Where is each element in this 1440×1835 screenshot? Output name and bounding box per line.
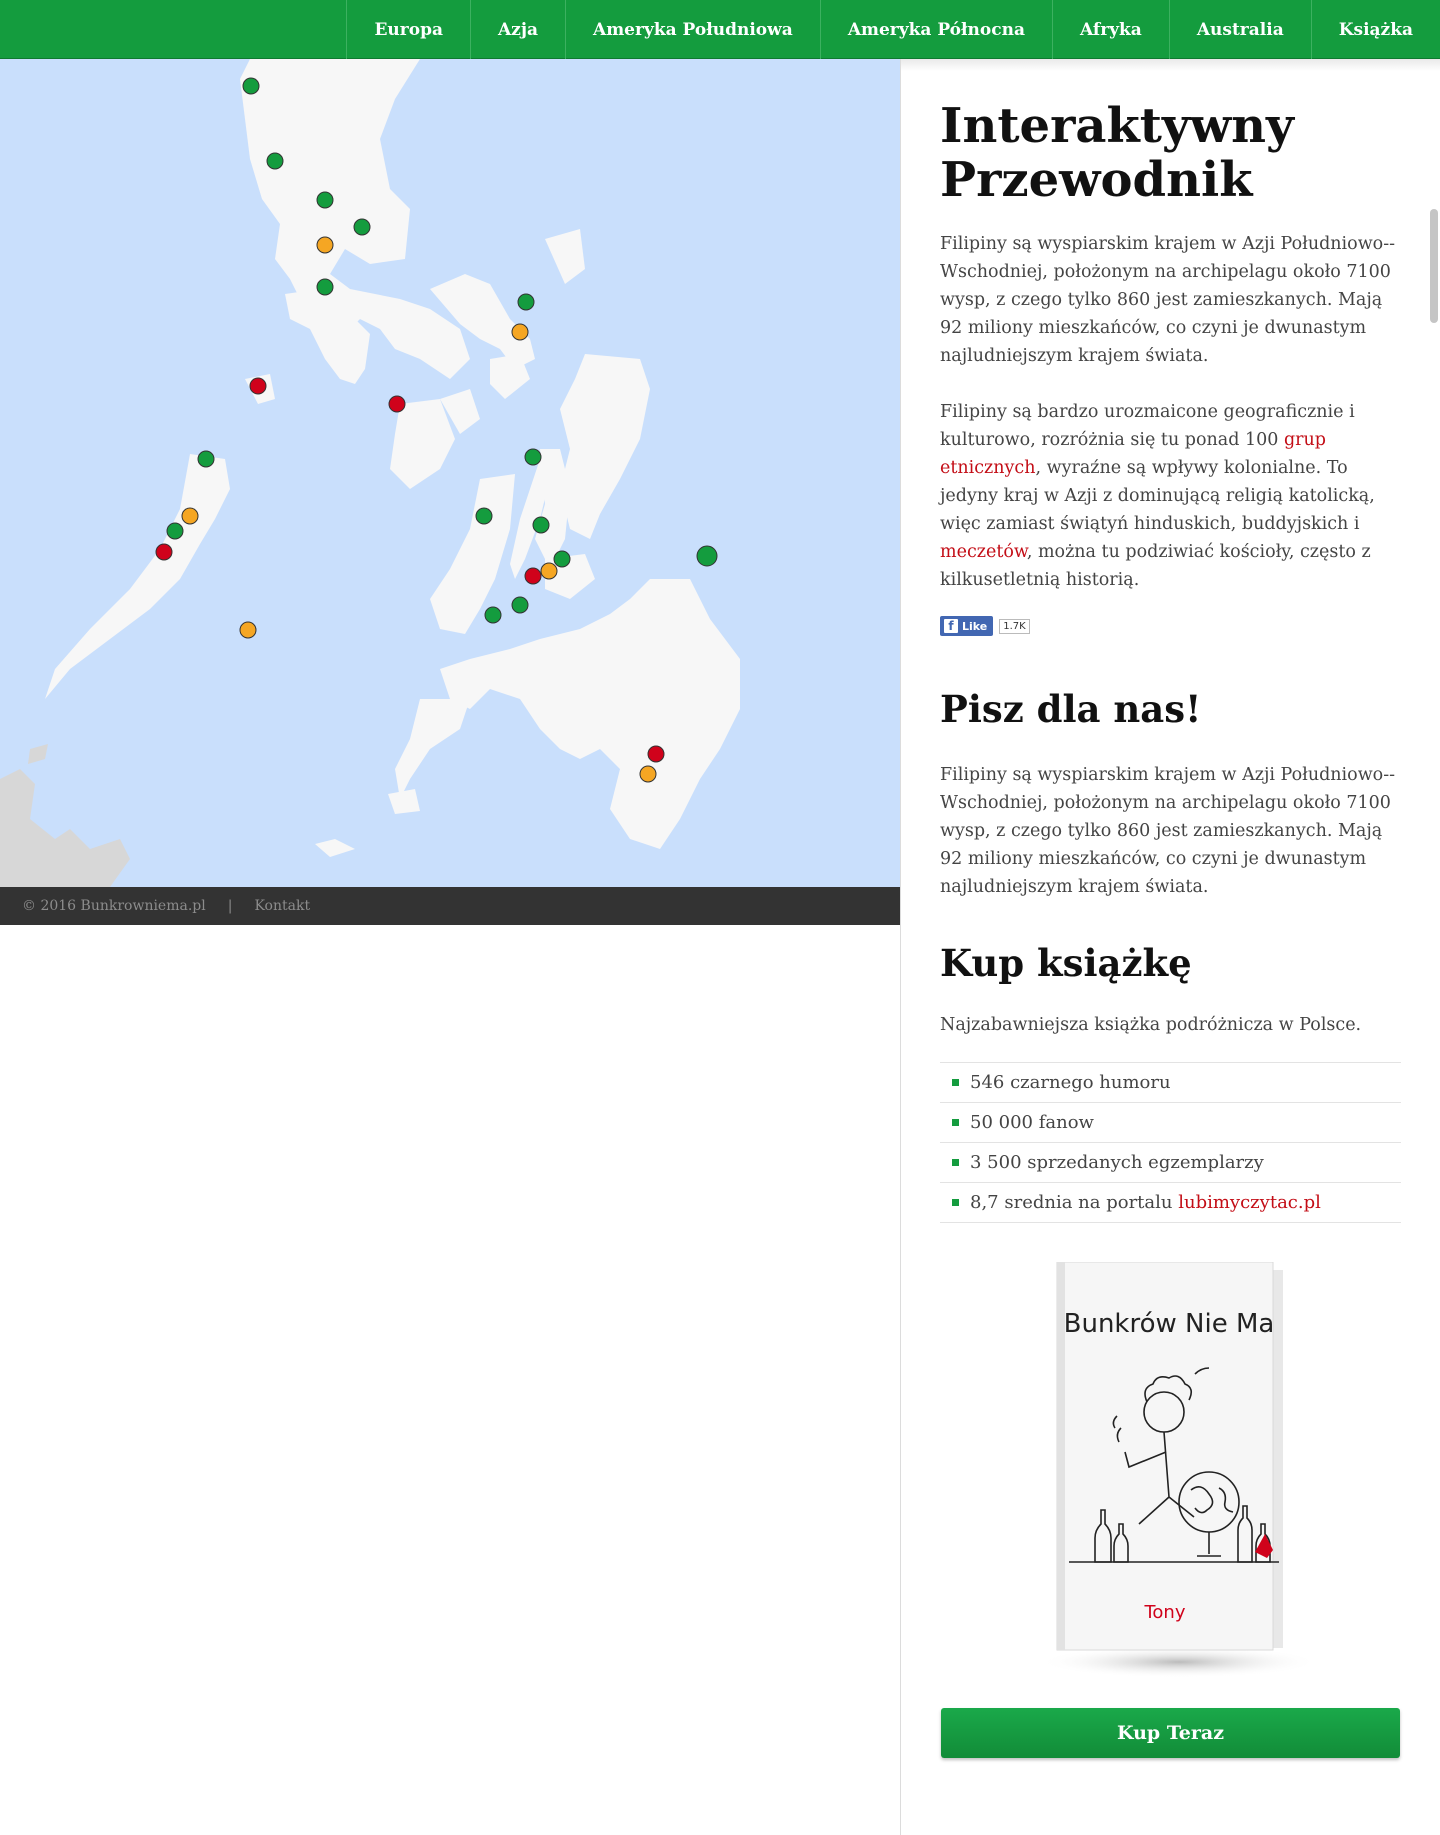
buy-now-button[interactable]: Kup Teraz (941, 1708, 1400, 1758)
list-item (940, 1103, 1401, 1143)
nav-item-azja[interactable]: Azja (470, 0, 565, 59)
write-for-us-heading: Pisz dla nas! (940, 687, 1202, 731)
samar-island (560, 354, 650, 539)
map-marker-green[interactable] (476, 508, 492, 524)
culture-paragraph (940, 398, 1402, 594)
map-marker-green[interactable] (317, 279, 333, 295)
nav-item-ameryka-polnocna[interactable]: Ameryka Północna (820, 0, 1052, 59)
map-marker-green[interactable] (317, 192, 333, 208)
bullet-square-icon (952, 1079, 959, 1086)
culture-text-a: Filipiny są bardzo urozmaicone geograficznie i kulturowo, rozróżnia się tu ponad 100 (940, 402, 1355, 450)
bullet-text: 3 500 sprzedanych egzemplarzy (970, 1152, 1264, 1173)
footer-separator: | (227, 898, 233, 914)
map-marker-orange[interactable] (182, 508, 198, 524)
facebook-icon: f (944, 619, 958, 633)
map-marker-orange[interactable] (640, 766, 656, 782)
map-marker-red[interactable] (648, 746, 664, 762)
link-mosques[interactable]: meczetów (940, 542, 1027, 562)
facebook-like-label: Like (962, 619, 988, 633)
map-marker-green[interactable] (243, 78, 259, 94)
book-cover-author: Tony (1144, 1602, 1186, 1623)
basilan (388, 789, 420, 814)
nav-item-europa[interactable]: Europa (346, 0, 470, 59)
philippines-map[interactable] (0, 59, 900, 887)
map-marker-green[interactable] (554, 551, 570, 567)
link-lubimyczytac[interactable]: lubimyczytac.pl (1178, 1192, 1321, 1213)
culture-text-c: , można tu podziwiać kościoły, często z kilkusetletnią historią. (940, 542, 1371, 590)
mindanao-island (440, 579, 740, 849)
list-item (940, 1183, 1401, 1223)
facebook-like-button[interactable] (940, 616, 993, 636)
book-subtitle: Najzabawniejsza książka podróżnicza w Polsce. (940, 1015, 1362, 1035)
map-marker-red[interactable] (250, 378, 266, 394)
panay-island (390, 399, 455, 489)
book-cover-image[interactable] (1029, 1262, 1311, 1682)
sidebar (900, 59, 1440, 1835)
map-marker-green[interactable] (354, 219, 370, 235)
map-marker-green[interactable] (512, 597, 528, 613)
bullet-square-icon (952, 1159, 959, 1166)
bullet-square-icon (952, 1199, 959, 1206)
list-item (940, 1143, 1401, 1183)
footer-contact-link[interactable]: Kontakt (254, 898, 311, 914)
map-marker-orange[interactable] (512, 324, 528, 340)
map-marker-green[interactable] (525, 449, 541, 465)
map-marker-green[interactable] (533, 517, 549, 533)
map-canvas[interactable] (0, 59, 900, 887)
write-for-us-text: Filipiny są wyspiarskim krajem w Azji Południowo-Wschodniej, położonym na archipelagu około 7100 wysp, z czego tylko 860 jest zamieszkanych. Mają 92 miliony mieszkańców, co czyni je dwunastym najludniejszym krajem świata. (940, 765, 1396, 897)
facebook-like-widget (940, 616, 1030, 636)
book-cover-illustration (1029, 1262, 1311, 1682)
map-marker-red[interactable] (156, 544, 172, 560)
intro-paragraph: Filipiny są wyspiarskim krajem w Azji Południowo-Wschodniej, położonym na archipelagu około 7100 wysp, z czego tylko 860 jest zamieszkanych. Mają 92 miliony mieszkańców, co czyni je dwunastym najludniejszym krajem świata. (940, 234, 1396, 366)
book-bullet-list (940, 1062, 1401, 1223)
top-navigation (0, 0, 1440, 59)
map-marker-orange[interactable] (240, 622, 256, 638)
page-title: Interaktywny Przewodnik (940, 98, 1294, 208)
book-cover-title: Bunkrów Nie Ma (1063, 1309, 1275, 1339)
link-ethnic-groups[interactable]: grup etnicznych (940, 430, 1327, 478)
map-marker-red[interactable] (525, 568, 541, 584)
nav-item-afryka[interactable]: Afryka (1052, 0, 1169, 59)
nav-item-australia[interactable]: Australia (1169, 0, 1311, 59)
nav-menu (346, 0, 1440, 59)
page-footer (0, 887, 900, 925)
map-marker-orange[interactable] (317, 237, 333, 253)
map-marker-green[interactable] (697, 546, 717, 566)
nav-item-ksiazka[interactable]: Książka (1311, 0, 1440, 59)
sidebar-shadow (901, 59, 1440, 71)
nav-item-ameryka-poludniowa[interactable]: Ameryka Południowa (565, 0, 820, 59)
bullet-text: 546 czarnego humoru (970, 1072, 1171, 1093)
map-marker-green[interactable] (267, 153, 283, 169)
bullet-text: 8,7 srednia na portalu (970, 1192, 1173, 1213)
scrollbar-thumb[interactable] (1430, 209, 1438, 323)
map-marker-orange[interactable] (541, 563, 557, 579)
buy-book-heading: Kup książkę (940, 941, 1192, 985)
culture-text-b: , wyraźne są wpływy kolonialne. To jedyny kraj w Azji z dominującą religią katolicką, więc zamiast świątyń hinduskich, buddyjskich i (940, 458, 1375, 534)
facebook-like-count: 1.7K (999, 619, 1029, 634)
borneo-land (0, 769, 130, 887)
footer-copyright: © 2016 Bunkrowniema.pl (22, 898, 206, 914)
zamboanga (395, 699, 470, 799)
catanduanes (545, 229, 585, 284)
negros-island (430, 474, 515, 634)
islands (45, 59, 740, 857)
map-marker-green[interactable] (518, 294, 534, 310)
map-marker-green[interactable] (167, 523, 183, 539)
sabah-land (28, 744, 48, 764)
map-marker-green[interactable] (198, 451, 214, 467)
list-item (940, 1063, 1401, 1103)
palawan-island (45, 454, 230, 699)
map-marker-red[interactable] (389, 396, 405, 412)
map-marker-green[interactable] (485, 607, 501, 623)
bullet-text: 50 000 fanow (970, 1112, 1094, 1133)
sulu-islands (315, 839, 355, 857)
bullet-square-icon (952, 1119, 959, 1126)
